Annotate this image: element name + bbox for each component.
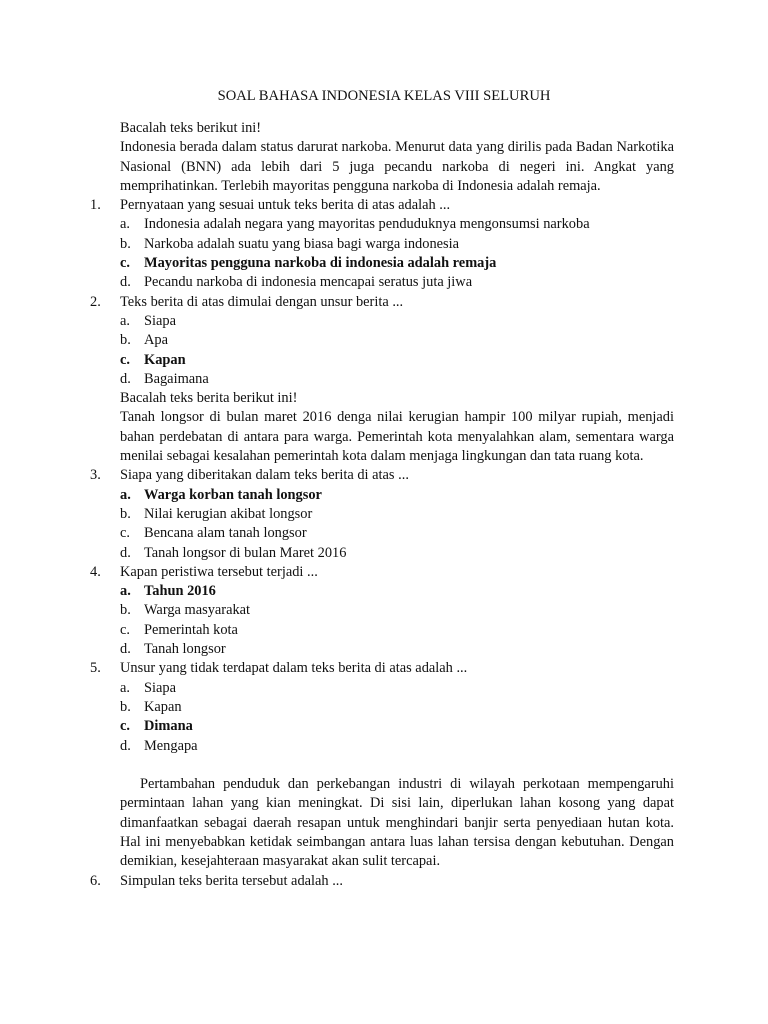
option-letter: b. <box>120 698 131 715</box>
option-letter: c. <box>120 255 130 272</box>
option-text: Indonesia adalah negara yang mayoritas penduduknya mengonsumsi narkoba <box>144 216 590 233</box>
option-letter: b. <box>120 602 131 619</box>
option-letter: d. <box>120 737 131 754</box>
option-letter: a. <box>120 312 130 329</box>
question-text: Siapa yang diberitakan dalam teks berita di atas ... <box>120 467 409 484</box>
option-letter: b. <box>120 235 131 252</box>
question-number: 5. <box>90 660 101 677</box>
option-5d <box>90 737 674 756</box>
option-text: Pemerintah kota <box>144 621 238 638</box>
option-text: Tahun 2016 <box>144 583 216 600</box>
option-letter: a. <box>120 679 130 696</box>
question-text: Unsur yang tidak terdapat dalam teks berita di atas adalah ... <box>120 660 468 677</box>
option-text: Warga korban tanah longsor <box>144 486 322 503</box>
option-3b <box>90 505 674 524</box>
document-content <box>90 119 674 891</box>
option-text: Kapan <box>144 698 182 715</box>
blank-line <box>90 756 674 775</box>
question-1 <box>90 196 674 215</box>
passage-3-text: Pertambahan penduduk dan perkebangan industri di wilayah perkotaan mempengaruhi permintaan lahan yang kian meningkat. Di sisi lain, diperlukan lahan kosong yang dapat dimanfaatkan sebagai daerah resapan untuk menghindari banjir serta penyediaan hutan kota. Hal ini menyebabkan ketidak seimbangan antara luas lahan tersisa dengan kebutuhan. Dengan demikian, kesejahteraan masyarakat akan sulit tercapai. <box>120 776 674 870</box>
question-4 <box>90 563 674 582</box>
option-2a <box>90 312 674 331</box>
option-2b <box>90 331 674 350</box>
option-text: Warga masyarakat <box>144 602 251 619</box>
option-4c <box>90 621 674 640</box>
question-number: 1. <box>90 197 101 214</box>
option-text: Pecandu narkoba di indonesia mencapai seratus juta jiwa <box>144 274 473 291</box>
option-letter: d. <box>120 544 131 561</box>
option-text: Tanah longsor di bulan Maret 2016 <box>144 544 347 561</box>
option-text: Apa <box>144 332 168 349</box>
option-letter: c. <box>120 718 130 735</box>
option-text: Tanah longsor <box>144 641 226 658</box>
option-3c <box>90 524 674 543</box>
page-title: SOAL BAHASA INDONESIA KELAS VIII SELURUH <box>217 88 551 104</box>
option-letter: d. <box>120 641 131 658</box>
option-1c-answer <box>90 254 674 273</box>
option-text: Kapan <box>144 351 186 368</box>
question-number: 3. <box>90 467 101 484</box>
question-text: Simpulan teks berita tersebut adalah ... <box>120 872 343 889</box>
option-text: Mayoritas pengguna narkoba di indonesia adalah remaja <box>144 255 497 272</box>
question-number: 6. <box>90 872 101 889</box>
question-6 <box>90 872 674 891</box>
option-letter: a. <box>120 486 131 503</box>
question-number: 4. <box>90 563 101 580</box>
option-4d <box>90 640 674 659</box>
option-text: Narkoba adalah suatu yang biasa bagi warga indonesia <box>144 235 460 252</box>
option-text: Nilai kerugian akibat longsor <box>144 505 313 522</box>
option-4b <box>90 601 674 620</box>
passage-2-intro: Bacalah teks berita berikut ini! <box>120 390 298 407</box>
option-text: Siapa <box>144 679 176 696</box>
question-2 <box>90 293 674 312</box>
question-text: Kapan peristiwa tersebut terjadi ... <box>120 563 318 580</box>
option-text: Bencana alam tanah longsor <box>144 525 307 542</box>
question-3 <box>90 466 674 485</box>
question-text: Teks berita di atas dimulai dengan unsur berita ... <box>120 293 404 310</box>
option-2c-answer <box>90 351 674 370</box>
option-letter: d. <box>120 274 131 291</box>
option-3a-answer <box>90 486 674 505</box>
option-letter: c. <box>120 351 130 368</box>
option-3d <box>90 544 674 563</box>
option-5b <box>90 698 674 717</box>
option-text: Siapa <box>144 312 176 329</box>
option-1b <box>90 235 674 254</box>
passage-1-text: Indonesia berada dalam status darurat narkoba. Menurut data yang dirilis pada Badan Narkotika Nasional (BNN) ada lebih dari 5 juga pecandu narkoba di negeri ini. Angkat yang memprihatinkan. Terlebih mayoritas pengguna narkoba di Indonesia adalah remaja. <box>120 139 674 194</box>
question-5 <box>90 659 674 678</box>
option-text: Bagaimana <box>144 370 209 387</box>
option-letter: d. <box>120 370 131 387</box>
option-letter: b. <box>120 332 131 349</box>
option-letter: a. <box>120 216 130 233</box>
option-2d <box>90 370 674 389</box>
option-1a <box>90 215 674 234</box>
question-text: Pernyataan yang sesuai untuk teks berita di atas adalah ... <box>120 197 451 214</box>
option-letter: a. <box>120 583 131 600</box>
option-letter: c. <box>120 525 130 542</box>
option-5a <box>90 679 674 698</box>
question-number: 2. <box>90 293 101 310</box>
option-letter: c. <box>120 621 130 638</box>
option-5c-answer <box>90 717 674 736</box>
passage-1-intro: Bacalah teks berikut ini! <box>120 120 262 136</box>
option-text: Mengapa <box>144 737 198 754</box>
option-text: Dimana <box>144 718 193 735</box>
passage-2-text: Tanah longsor di bulan maret 2016 denga nilai kerugian hampir 100 milyar rupiah, menjadi bahan perdebatan di antara para warga. Pemerintah kota menyalahkan alam, sementara warga menilai sebagai kesalahan pemerintah kota dalam menjaga lingkungan dan tata ruang kota. <box>120 409 674 465</box>
option-4a-answer <box>90 582 674 601</box>
option-letter: b. <box>120 505 131 522</box>
option-1d <box>90 273 674 292</box>
